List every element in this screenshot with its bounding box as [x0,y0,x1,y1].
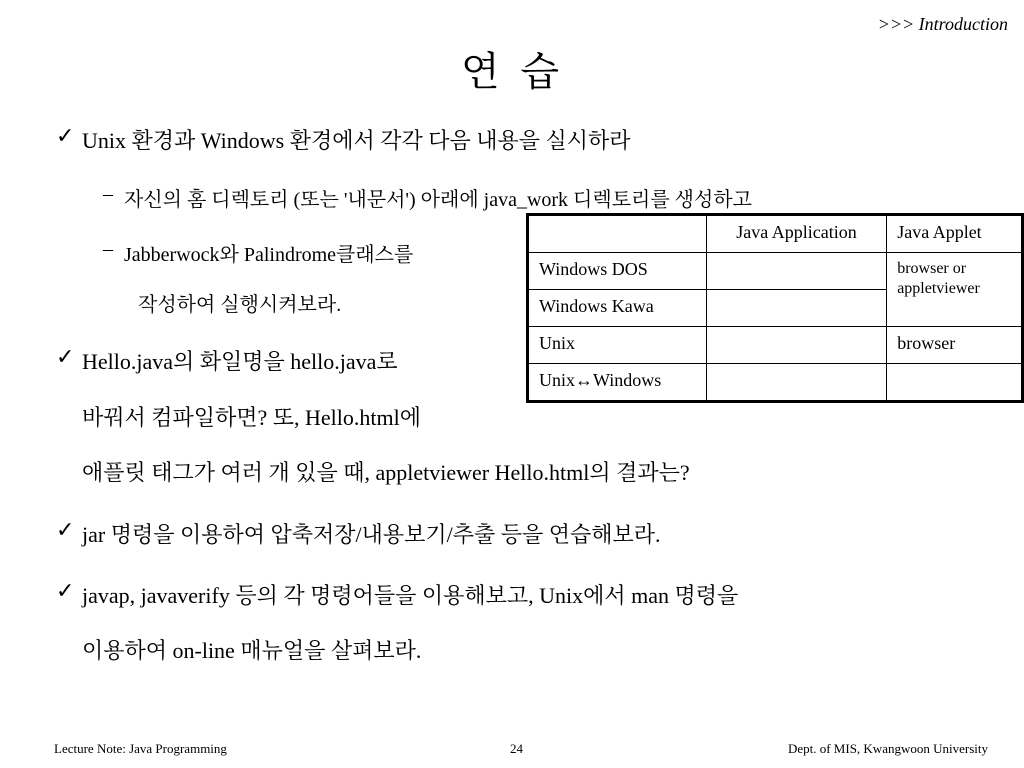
bullet-2-line-2: 바꿔서 컴파일하면? 또, Hello.html에 [82,405,421,430]
bullet-3: jar 명령을 이용하여 압축저장/내용보기/추출 등을 연습해보라. [82,522,661,547]
table-row [528,253,1023,290]
table-cell [706,290,886,327]
subitem-2: Jabberwock와 Palindrome클래스를 [124,244,414,266]
check-icon: ✓ [56,579,75,604]
subitem-2-cont: 작성하여 실행시켜보라. [138,294,342,316]
table-cell: Unix [528,327,707,364]
page-number: 24 [510,741,523,756]
bullet-2: Hello.java의 화일명을 hello.java로 [82,349,398,374]
dash-icon: – [103,183,113,205]
table-header-cell: Java Application [706,215,886,253]
footer-left: Lecture Note: Java Programming [54,741,227,756]
slide-title: 연 습 [461,49,563,95]
check-icon: ✓ [56,345,75,370]
check-icon: ✓ [56,518,75,543]
bullet-4: javap, javaverify 등의 각 명령어들을 이용해보고, Unix에서 man 명령을 [82,583,739,608]
table-row [528,364,1023,402]
bullet-1: Unix 환경과 Windows 환경에서 각각 다음 내용을 실시하라 [82,128,631,153]
table-cell: browser [887,327,1023,364]
table-cell: Windows DOS [528,253,707,290]
check-icon: ✓ [56,124,75,149]
footer-right: Dept. of MIS, Kwangwoon University [787,741,988,756]
table-header-row [528,215,1023,253]
table-header-cell: Java Applet [887,215,1023,253]
table-cell: browser or appletviewer [887,253,1023,327]
bullet-2-line-3: 애플릿 태그가 여러 개 있을 때, appletviewer Hello.html의 결과는? [82,460,690,485]
dash-icon: – [103,238,113,260]
table-cell [706,327,886,364]
table-cell [887,364,1023,402]
table-cell [706,364,886,402]
table-cell: Unix↔Windows [528,364,707,402]
environment-table [526,213,1024,403]
table-row [528,327,1023,364]
section-tag: >>> Introduction [877,14,1008,34]
table-cell: Windows Kawa [528,290,707,327]
subitem-1: 자신의 홈 디렉토리 (또는 '내문서') 아래에 java_work 디렉토리를 생성하고 [124,189,752,211]
bullet-4-line-2: 이용하여 on-line 매뉴얼을 살펴보라. [82,638,422,663]
table-cell [706,253,886,290]
table-header-cell [528,215,707,253]
